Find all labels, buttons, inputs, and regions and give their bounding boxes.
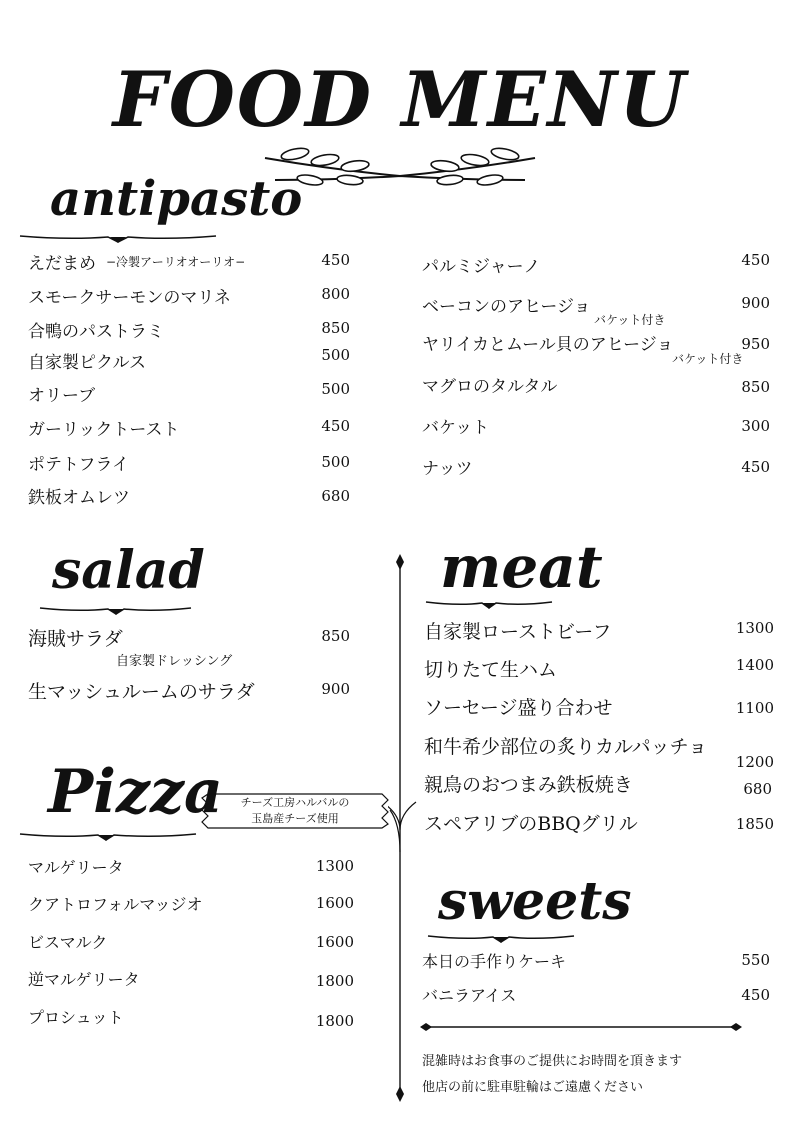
divider-rule	[420, 1020, 742, 1034]
menu-item-name: ポテトフライ	[28, 455, 129, 475]
menu-item-price: 1200	[735, 753, 774, 771]
menu-item-name: マルゲリータ	[28, 858, 124, 877]
flourish-icon	[38, 600, 193, 616]
menu-item-name: 切りたて生ハム	[424, 659, 558, 681]
footer-note: 混雑時はお食事のご提供にお時間を頂きます	[422, 1054, 683, 1069]
menu-item-name: 自家製ピクルス	[28, 353, 146, 373]
menu-item-price: 500	[321, 380, 350, 398]
menu-item-price: 950	[741, 335, 770, 353]
menu-item-note: −冷製アーリオオーリオ−	[106, 255, 246, 269]
menu-item-price: 1850	[735, 815, 774, 833]
menu-item-name: 本日の手作りケーキ	[422, 952, 567, 971]
menu-item-name: 海賊サラダ	[28, 628, 123, 650]
cheese-badge	[200, 792, 390, 830]
menu-item-price: 450	[321, 417, 350, 435]
menu-item-name: ガーリックトースト	[28, 420, 180, 440]
menu-item-name: スモークサーモンのマリネ	[28, 288, 231, 308]
menu-item-name: バニラアイス	[422, 986, 517, 1005]
menu-item-name: クアトロフォルマッジオ	[28, 895, 203, 914]
menu-item-price: 1600	[315, 894, 354, 912]
menu-item-price: 800	[321, 285, 350, 303]
menu-item-note: 自家製ドレッシング	[116, 654, 233, 669]
menu-item-name: えだまめ	[28, 254, 96, 274]
flourish-icon	[424, 594, 554, 610]
flourish-icon	[426, 928, 576, 944]
menu-item-name: 合鴨のパストラミ	[28, 322, 164, 342]
flourish-icon	[18, 826, 198, 842]
divider-ornament	[388, 552, 418, 1104]
section-title-pizza: Pizza	[48, 757, 223, 827]
footer-note: 他店の前に駐車駐輪はご遠慮ください	[422, 1080, 644, 1095]
menu-item-name: ベーコンのアヒージョ	[422, 297, 591, 317]
section-title-antipasto: antipasto	[50, 171, 303, 227]
menu-item-price: 900	[741, 294, 770, 312]
menu-item-price: 1300	[735, 619, 774, 637]
menu-item-name: 和牛希少部位の炙りカルパッチョ	[424, 736, 708, 758]
menu-title: FOOD MENU	[112, 55, 688, 144]
menu-item-name: スペアリブのBBQグリル	[424, 813, 638, 835]
menu-item-price: 450	[321, 251, 350, 269]
menu-item-name: プロシュット	[28, 1008, 124, 1027]
menu-item-name: 親鳥のおつまみ鉄板焼き	[424, 774, 633, 796]
menu-item-price: 550	[741, 951, 770, 969]
menu-item-name: ヤリイカとムール貝のアヒージョ	[422, 335, 674, 355]
badge-line: 玉島産チーズ使用	[251, 812, 339, 825]
menu-item-price: 300	[741, 417, 770, 435]
menu-item-name: 生マッシュルームのサラダ	[28, 681, 255, 703]
menu-item-price: 1800	[315, 972, 354, 990]
menu-item-name: ビスマルク	[28, 933, 108, 952]
menu-item-price: 450	[741, 251, 770, 269]
menu-item-price: 500	[321, 346, 350, 364]
menu-item-name: ソーセージ盛り合わせ	[424, 697, 613, 719]
menu-item-note: バケット付き	[672, 352, 744, 366]
menu-item-name: ナッツ	[422, 459, 473, 479]
menu-item-price: 1800	[315, 1012, 354, 1030]
menu-item-price: 850	[321, 627, 350, 645]
menu-item-price: 1300	[315, 857, 354, 875]
section-title-salad: salad	[52, 540, 205, 601]
section-title-sweets: sweets	[438, 871, 632, 932]
menu-item-price: 450	[741, 986, 770, 1004]
menu-item-name: 自家製ローストビーフ	[424, 621, 612, 643]
menu-item-name: パルミジャーノ	[422, 257, 541, 277]
menu-item-name: バケット	[422, 418, 490, 438]
menu-item-price: 680	[743, 780, 772, 798]
menu-item-price: 850	[321, 319, 350, 337]
menu-item-price: 680	[321, 487, 350, 505]
menu-item-price: 1600	[315, 933, 354, 951]
menu-item-price: 1100	[735, 699, 774, 717]
menu-item-price: 900	[321, 680, 350, 698]
menu-item-note: バケット付き	[594, 313, 666, 327]
flourish-icon	[18, 228, 218, 244]
menu-item-name: 逆マルゲリータ	[28, 970, 140, 989]
menu-item-price: 500	[321, 453, 350, 471]
menu-item-price: 850	[741, 378, 770, 396]
menu-item-name: マグロのタルタル	[422, 377, 558, 397]
menu-item-name: 鉄板オムレツ	[28, 488, 130, 508]
menu-item-name: オリーブ	[28, 386, 96, 406]
section-title-meat: meat	[440, 533, 603, 601]
menu-item-price: 450	[741, 458, 770, 476]
menu-item-price: 1400	[735, 656, 774, 674]
badge-line: チーズ工房ハルバルの	[240, 796, 350, 809]
